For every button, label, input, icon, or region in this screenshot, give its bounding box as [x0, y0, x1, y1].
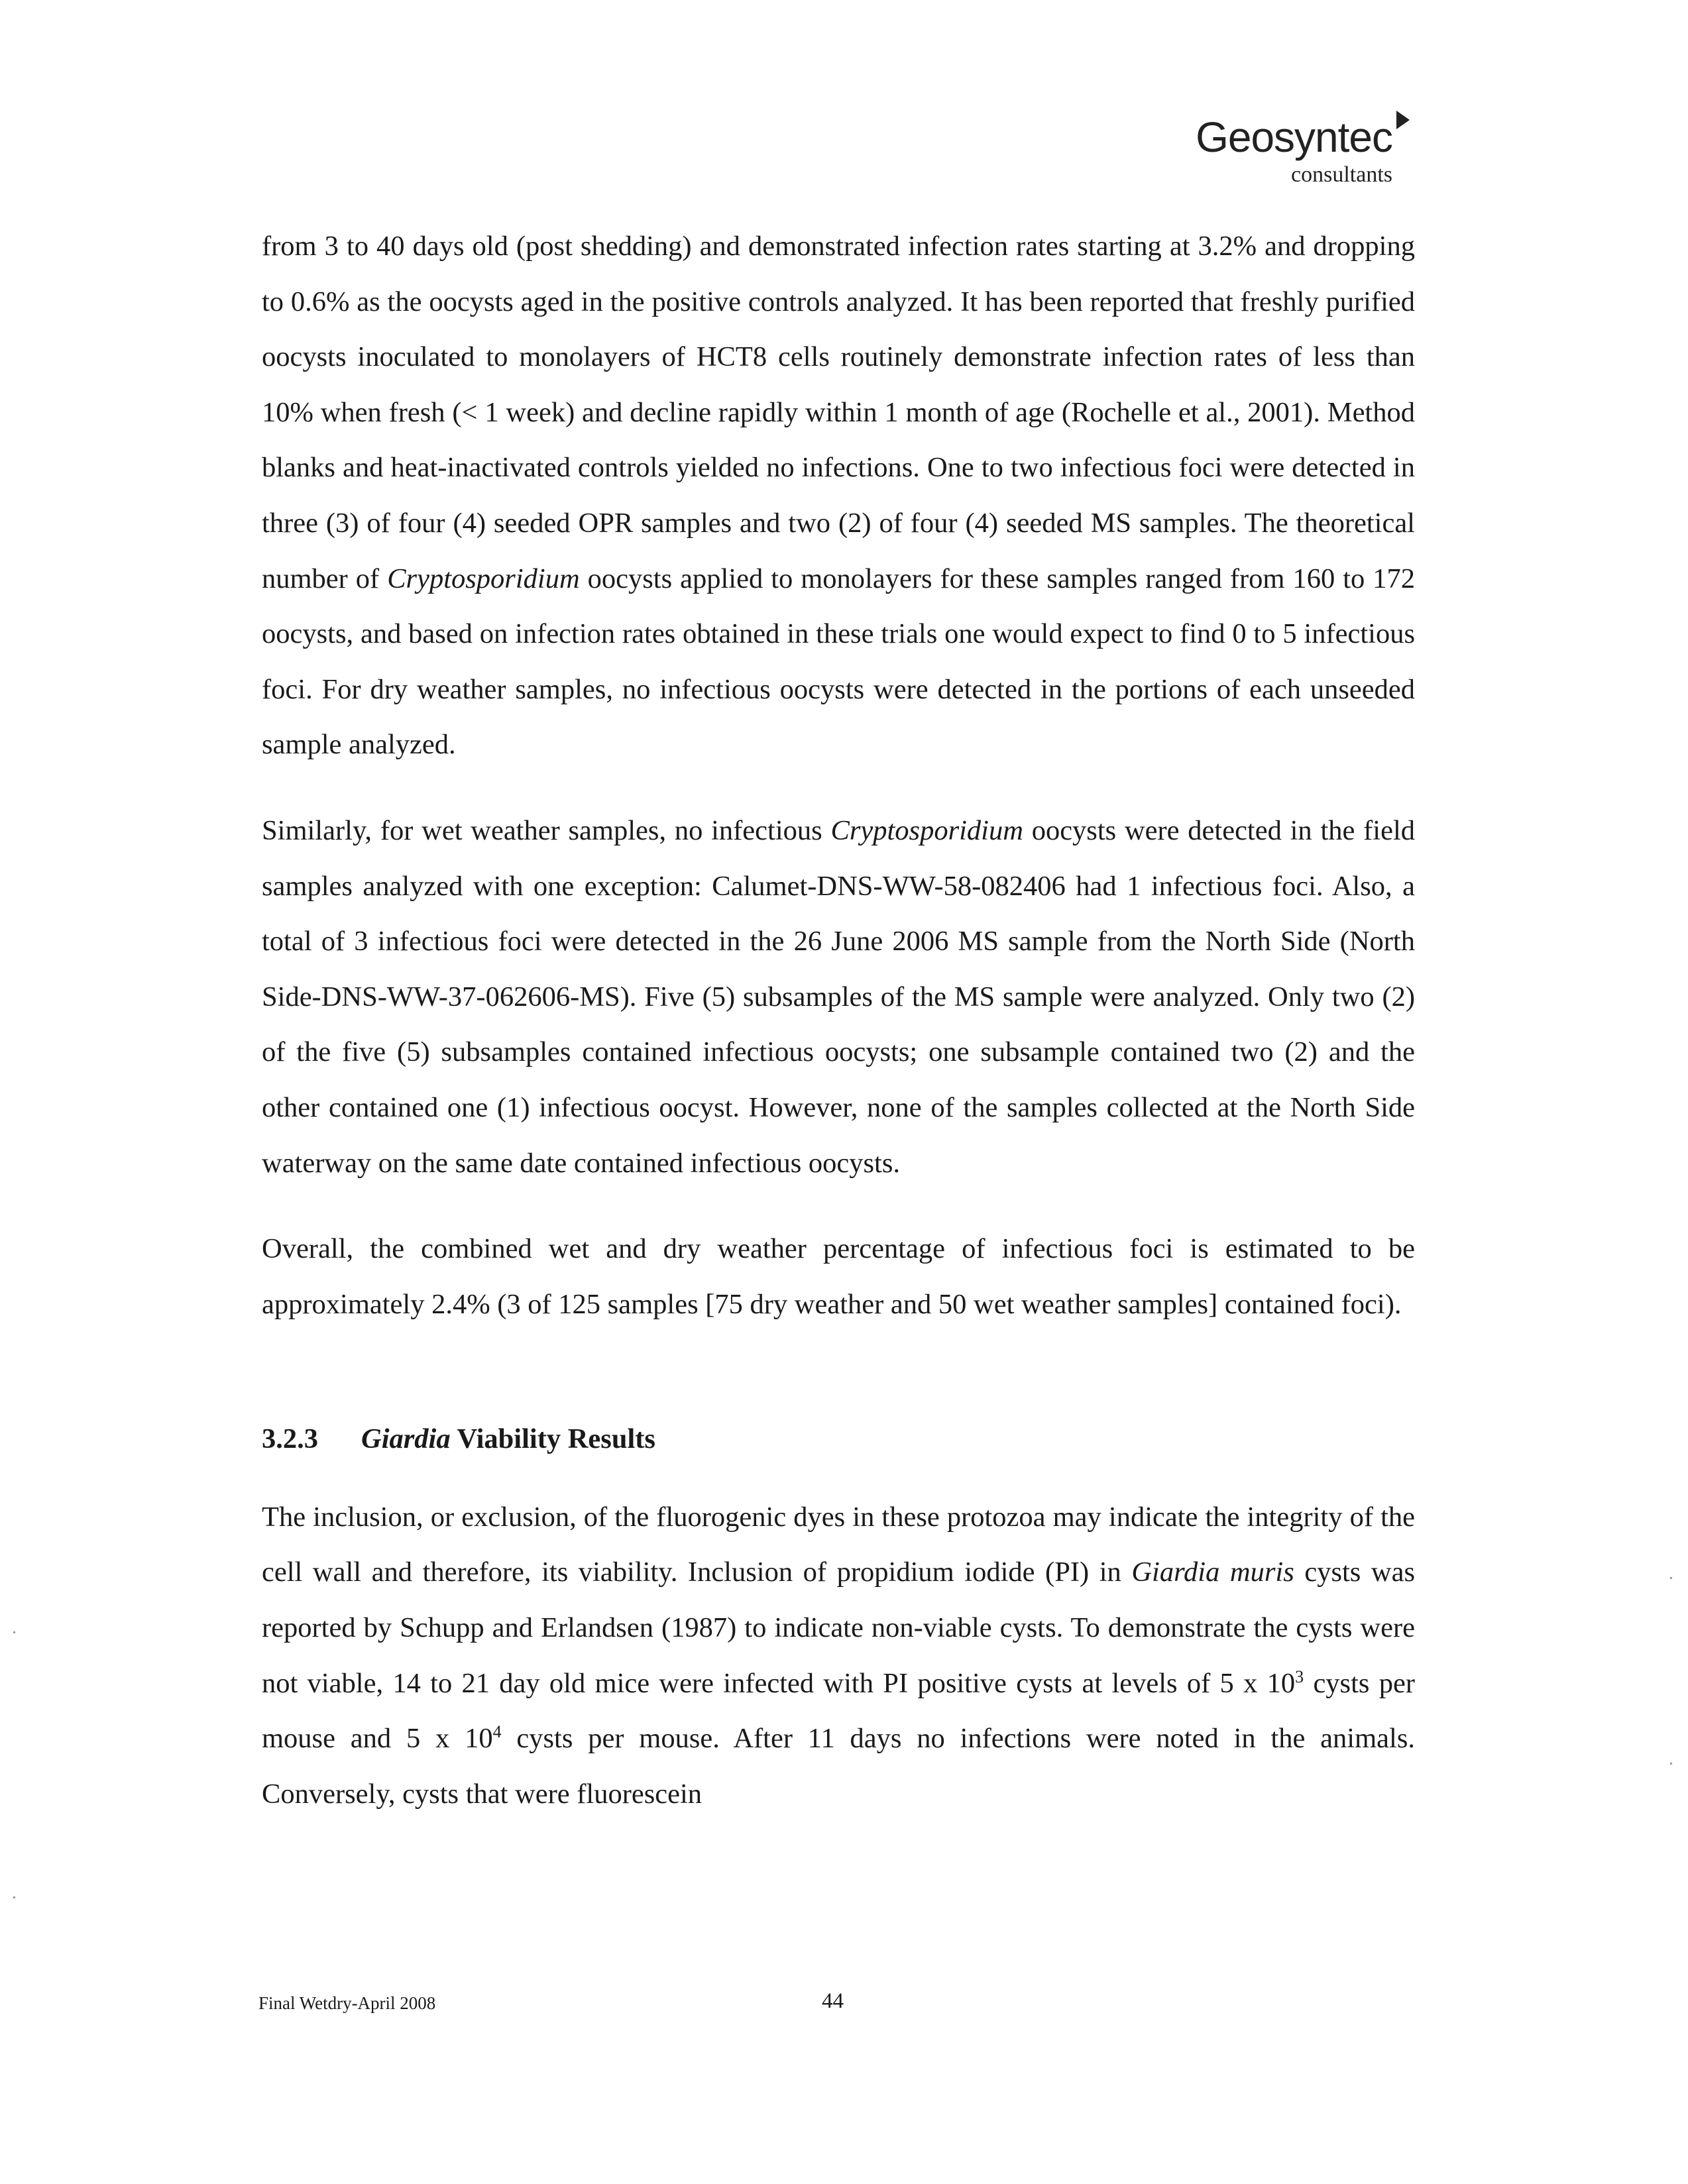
scan-speck: [13, 1631, 15, 1633]
paragraph-3: Overall, the combined wet and dry weather percentage of infectious foci is estimated to be approximately 2.4% (3 of 125 samples [75 dry weather and 50 wet weather samples] contained foci).: [262, 1233, 1415, 1320]
paragraph-2: Similarly, for wet weather samples, no infectious Cryptosporidium oocysts were detected in the field samples analyzed with one exception: Calumet-DNS-WW-58-082406 had 1 infectious foci. Also, a total of 3 infectious foci were detected in the 26 June 2006 MS sample from the North Side (North Side-DNS-WW-37-062606-MS). Five (5) subsamples of the MS sample were analyzed. Only two (2) of the five (5) subsamples contained infectious oocysts; one subsample contained two (2) and the other contained one (1) infectious oocyst. However, none of the samples collected at the North Side waterway on the same date contained infectious oocysts.: [262, 814, 1416, 1179]
section-number: 3.2.3: [262, 1423, 318, 1455]
scan-speck: [1670, 1577, 1672, 1579]
paragraph-4: The inclusion, or exclusion, of the fluorogenic dyes in these protozoa may indicate the integrity of the cell wall and therefore, its viability. Inclusion of propidium iodide (PI) in Giardia muris cysts was reported by Schupp and Erlandsen (1987) to indicate non-viable cysts. To demonstrate the cysts were not viable, 14 to 21 day old mice were infected with PI positive cysts at levels of 5 x $10^3$ cysts per mouse and 5 x $10^4$ cysts per mouse. After 11 days no infections were noted in the animals. Conversely, cysts that were fluorescein: [262, 1501, 1416, 1810]
page-number: 44: [822, 1989, 844, 2013]
section-title-italic: Giardia: [361, 1423, 451, 1455]
triangle-mark-icon: [1396, 111, 1410, 129]
scan-speck: [13, 1896, 15, 1898]
section-title: Viability Results: [457, 1423, 655, 1455]
paragraph-1: from 3 to 40 days old (post shedding) and demonstrated infection rates starting at 3.2% and dropping to 0.6% as the oocysts aged in the positive controls analyzed. It has been reported that freshly purified oocysts inoculated to monolayers of HCT8 cells routinely demonstrate infection rates of less than 10% when fresh (< 1 week) and decline rapidly within 1 month of age (Rochelle et al., 2001). Method blanks and heat-inactivated controls yielded no infections. One to two infectious foci were detected in three (3) of four (4) seeded OPR samples and two (2) of four (4) seeded MS samples. The theoretical number of Cryptosporidium oocysts applied to monolayers for these samples ranged from 160 to 172 oocysts, and based on infection rates obtained in these trials one would expect to find 0 to 5 infectious foci. For dry weather samples, no infectious oocysts were detected in the portions of each unseeded sample analyzed.: [262, 231, 1415, 761]
document-body: [262, 219, 1415, 1822]
section-heading: [262, 1411, 1415, 1467]
brand-text: Geosyntec: [1196, 113, 1392, 161]
brand-name: [1196, 113, 1410, 161]
company-logo: [1196, 113, 1410, 188]
brand-subtitle: consultants: [1291, 162, 1392, 187]
scan-speck: [1670, 1763, 1672, 1765]
footer-doc-label: Final Wetdry-April 2008: [258, 1993, 436, 2013]
